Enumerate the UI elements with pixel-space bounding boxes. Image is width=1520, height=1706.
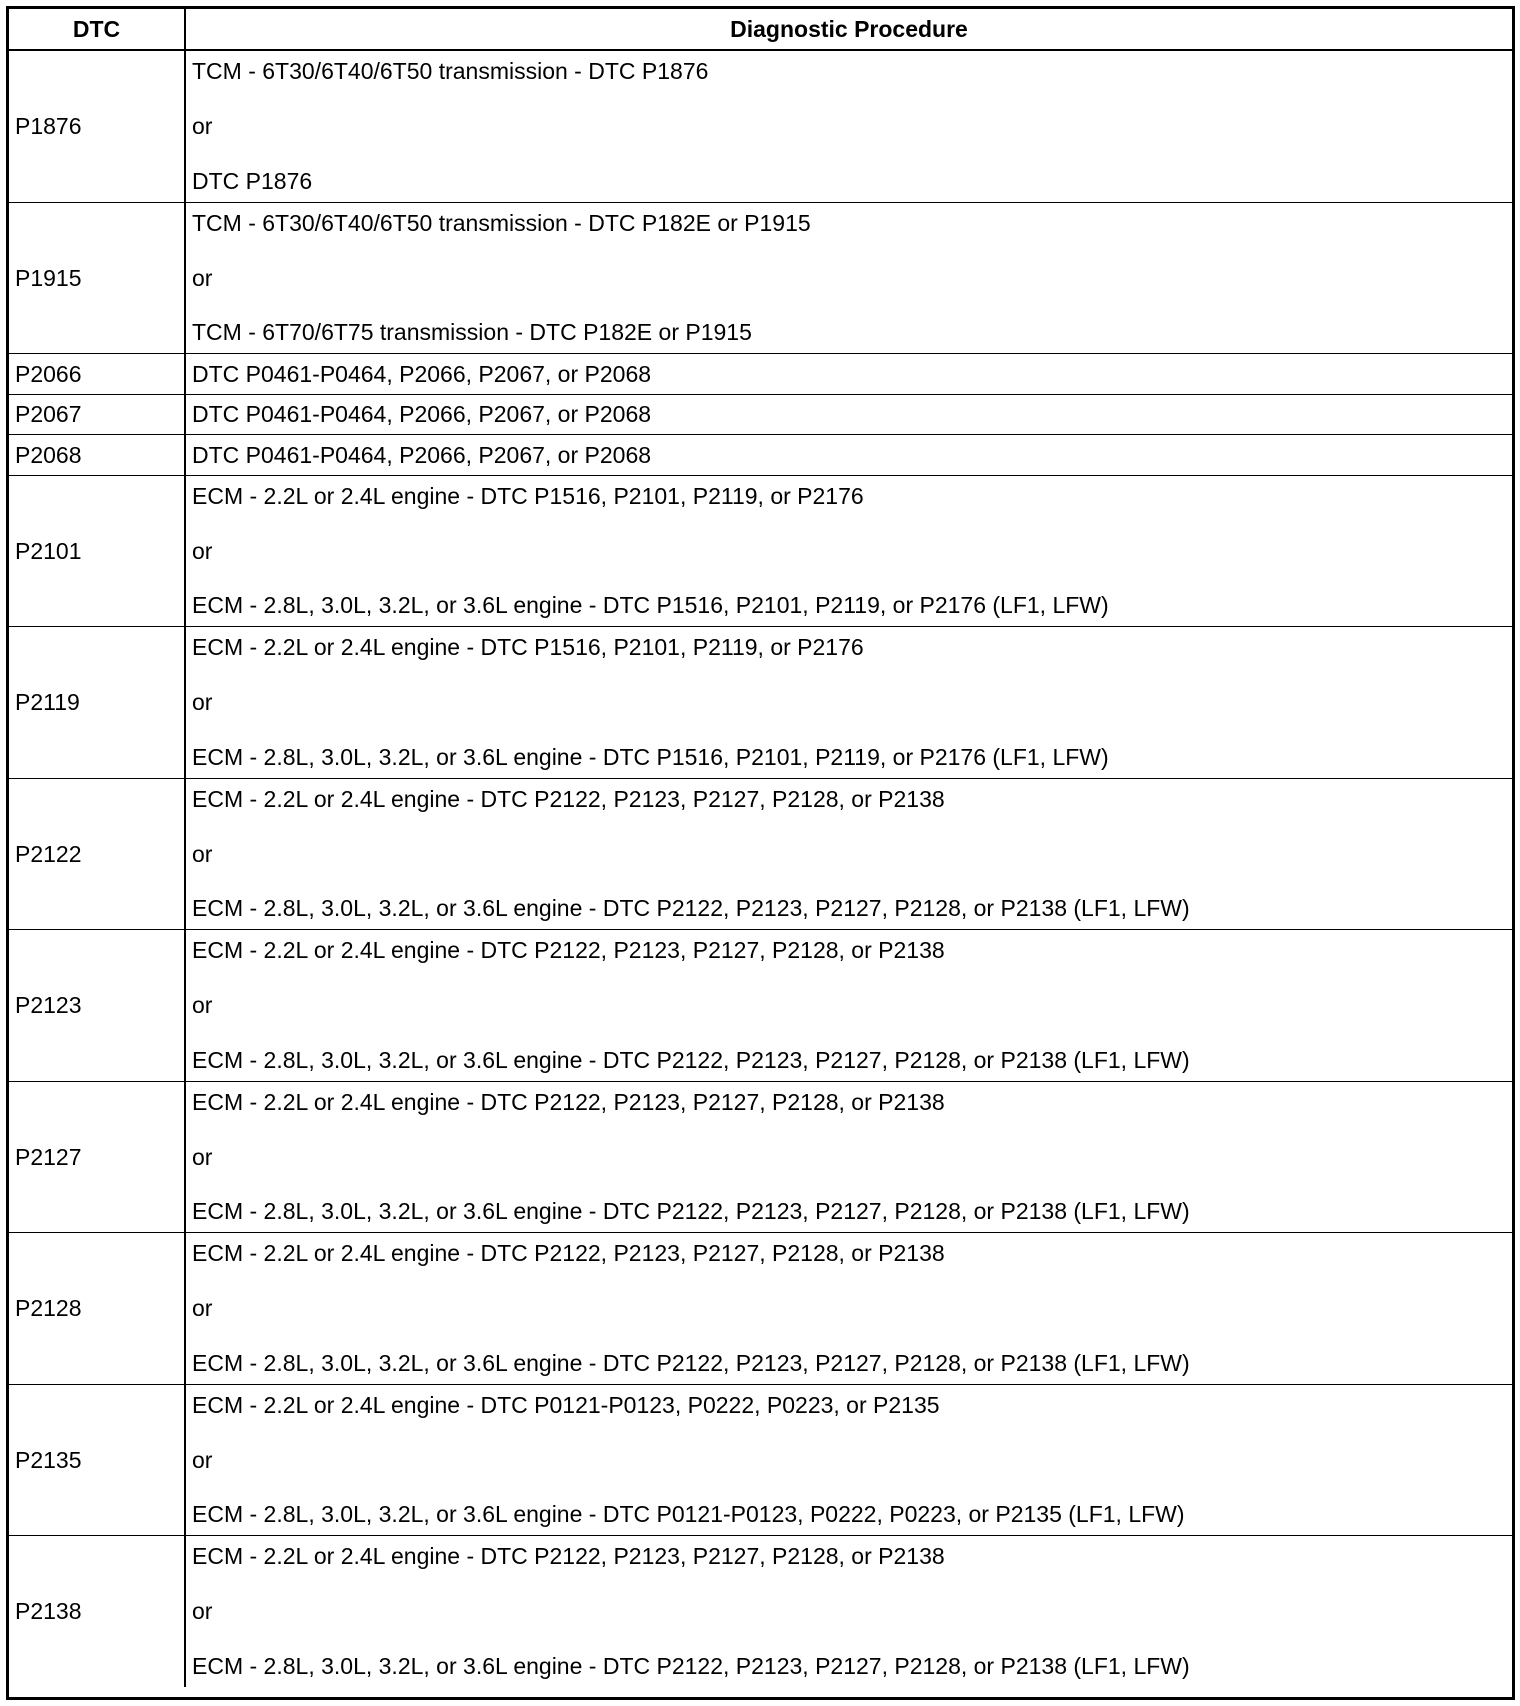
dtc-code-cell: P1876 (9, 50, 185, 202)
procedure-lines (192, 1086, 1512, 1228)
procedure-lines (192, 207, 1512, 349)
column-header-procedure: Diagnostic Procedure (185, 9, 1512, 50)
dtc-code-cell: P1915 (9, 202, 185, 354)
dtc-code-cell: P2067 (9, 394, 185, 435)
procedure-cell (185, 1384, 1512, 1536)
table-row (9, 50, 1512, 202)
procedure-cell (185, 50, 1512, 202)
dtc-table-container (6, 6, 1515, 1700)
dtc-code-cell: P2066 (9, 354, 185, 395)
procedure-lines (192, 55, 1512, 197)
dtc-code-cell: P2135 (9, 1384, 185, 1536)
procedure-or-separator: or (192, 1446, 213, 1473)
procedure-or-separator: or (192, 992, 213, 1019)
procedure-line: ECM - 2.2L or 2.4L engine - DTC P1516, P2101, P2119, or P2176 (192, 482, 864, 509)
procedure-lines (192, 1237, 1512, 1379)
procedure-line: ECM - 2.8L, 3.0L, 3.2L, or 3.6L engine - DTC P1516, P2101, P2119, or P2176 (LF1, LFW) (192, 592, 1109, 619)
procedure-or-separator: or (192, 689, 213, 716)
table-row (9, 394, 1512, 435)
procedure-line: ECM - 2.2L or 2.4L engine - DTC P2122, P2123, P2127, P2128, or P2138 (192, 1240, 945, 1267)
procedure-line: ECM - 2.8L, 3.0L, 3.2L, or 3.6L engine - DTC P2122, P2123, P2127, P2128, or P2138 (LF1, LFW) (192, 895, 1190, 922)
procedure-or-separator: or (192, 1143, 213, 1170)
procedure-lines (192, 480, 1512, 622)
procedure-line: ECM - 2.2L or 2.4L engine - DTC P2122, P2123, P2127, P2128, or P2138 (192, 937, 945, 964)
procedure-line: ECM - 2.8L, 3.0L, 3.2L, or 3.6L engine - DTC P2122, P2123, P2127, P2128, or P2138 (LF1, LFW) (192, 1198, 1190, 1225)
procedure-line: TCM - 6T70/6T75 transmission - DTC P182E or P1915 (192, 319, 752, 346)
table-row (9, 930, 1512, 1082)
procedure-cell (185, 627, 1512, 779)
table-row (9, 1536, 1512, 1687)
dtc-diagnostic-table (9, 9, 1512, 1687)
procedure-lines (192, 631, 1512, 773)
procedure-line: DTC P0461-P0464, P2066, P2067, or P2068 (192, 401, 652, 428)
procedure-cell (185, 475, 1512, 627)
dtc-code-cell: P2101 (9, 475, 185, 627)
dtc-code-cell: P2119 (9, 627, 185, 779)
procedure-or-separator: or (192, 113, 213, 140)
dtc-code-cell: P2068 (9, 435, 185, 476)
procedure-line: DTC P1876 (192, 167, 313, 194)
procedure-line: ECM - 2.2L or 2.4L engine - DTC P2122, P2123, P2127, P2128, or P2138 (192, 1088, 945, 1115)
procedure-or-separator: or (192, 1598, 213, 1625)
table-header-row (9, 9, 1512, 50)
dtc-code-cell: P2127 (9, 1081, 185, 1233)
table-row (9, 778, 1512, 930)
procedure-or-separator: or (192, 1295, 213, 1322)
procedure-line: TCM - 6T30/6T40/6T50 transmission - DTC P182E or P1915 (192, 209, 811, 236)
procedure-cell (185, 930, 1512, 1082)
table-row (9, 354, 1512, 395)
procedure-line: ECM - 2.2L or 2.4L engine - DTC P0121-P0123, P0222, P0223, or P2135 (192, 1391, 940, 1418)
procedure-cell (185, 778, 1512, 930)
procedure-cell (185, 394, 1512, 435)
procedure-or-separator: or (192, 537, 213, 564)
table-row (9, 1081, 1512, 1233)
table-row (9, 1384, 1512, 1536)
column-header-dtc: DTC (9, 9, 185, 50)
table-body (9, 50, 1512, 1687)
table-row (9, 1233, 1512, 1385)
table-row (9, 475, 1512, 627)
procedure-cell (185, 1536, 1512, 1687)
procedure-line: DTC P0461-P0464, P2066, P2067, or P2068 (192, 441, 652, 468)
procedure-line: ECM - 2.2L or 2.4L engine - DTC P2122, P2123, P2127, P2128, or P2138 (192, 1543, 945, 1570)
procedure-line: ECM - 2.8L, 3.0L, 3.2L, or 3.6L engine - DTC P0121-P0123, P0222, P0223, or P2135 (LF1, LFW) (192, 1501, 1185, 1528)
procedure-or-separator: or (192, 840, 213, 867)
procedure-lines (192, 1389, 1512, 1531)
procedure-or-separator: or (192, 264, 213, 291)
procedure-line: ECM - 2.8L, 3.0L, 3.2L, or 3.6L engine - DTC P2122, P2123, P2127, P2128, or P2138 (LF1, LFW) (192, 1349, 1190, 1376)
dtc-code-cell: P2138 (9, 1536, 185, 1687)
procedure-lines (192, 1540, 1512, 1682)
dtc-code-cell: P2128 (9, 1233, 185, 1385)
table-row (9, 202, 1512, 354)
dtc-code-cell: P2123 (9, 930, 185, 1082)
procedure-cell (185, 202, 1512, 354)
table-row (9, 627, 1512, 779)
table-row (9, 435, 1512, 476)
procedure-lines (192, 783, 1512, 925)
procedure-line: DTC P0461-P0464, P2066, P2067, or P2068 (192, 360, 652, 387)
procedure-line: ECM - 2.8L, 3.0L, 3.2L, or 3.6L engine - DTC P2122, P2123, P2127, P2128, or P2138 (LF1, LFW) (192, 1046, 1190, 1073)
procedure-line: ECM - 2.2L or 2.4L engine - DTC P2122, P2123, P2127, P2128, or P2138 (192, 785, 945, 812)
procedure-line: ECM - 2.8L, 3.0L, 3.2L, or 3.6L engine - DTC P1516, P2101, P2119, or P2176 (LF1, LFW) (192, 743, 1109, 770)
procedure-line: TCM - 6T30/6T40/6T50 transmission - DTC P1876 (192, 58, 709, 85)
dtc-code-cell: P2122 (9, 778, 185, 930)
procedure-cell (185, 435, 1512, 476)
procedure-lines (192, 934, 1512, 1076)
procedure-cell (185, 1081, 1512, 1233)
procedure-line: ECM - 2.2L or 2.4L engine - DTC P1516, P2101, P2119, or P2176 (192, 634, 864, 661)
procedure-cell (185, 1233, 1512, 1385)
procedure-line: ECM - 2.8L, 3.0L, 3.2L, or 3.6L engine - DTC P2122, P2123, P2127, P2128, or P2138 (LF1, LFW) (192, 1652, 1190, 1679)
procedure-cell (185, 354, 1512, 395)
